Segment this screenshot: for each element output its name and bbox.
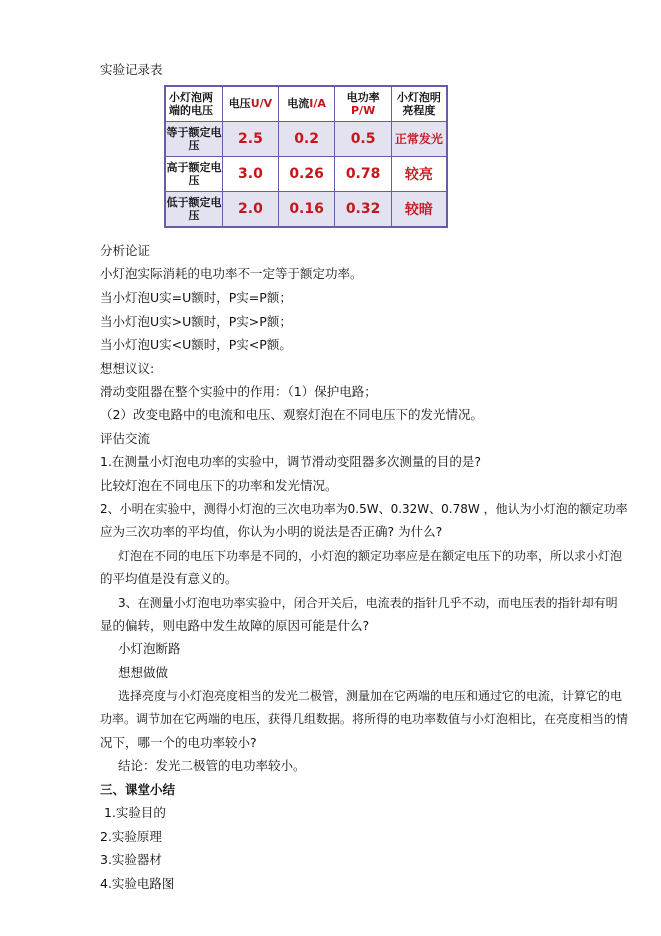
evaluate-heading: 评估交流 [100,431,151,446]
answer-3: 小灯泡断路 [118,641,181,656]
analysis-case-equal: 当小灯泡U实=U额时，P实=P额； [100,290,292,305]
do-it-paragraph-line-1: 选择亮度与小灯泡亮度相当的发光二极管，测量加在它两端的电压和通过它的电流，计算它的电 [118,689,623,703]
question-2-line-1: 2、小明在实验中，测得小灯泡的三次电功率为0.5W、0.32W、0.78W ，他认为小灯泡的额定功率 [100,502,628,516]
table-row [165,156,447,191]
analysis-paragraph: 小灯泡实际消耗的电功率不一定等于额定功率。 [100,266,363,281]
row-voltage: 2.0 [223,191,279,227]
row-brightness: 较亮 [391,156,447,191]
header-condition: 小灯泡两端的电压 [165,86,223,121]
do-it-paragraph-line-3: 况下，哪一个的电功率较小? [100,735,257,750]
header-voltage: 电压U/V [223,86,279,121]
analysis-case-greater: 当小灯泡U实>U额时，P实>P额； [100,314,292,329]
table-row [165,121,447,156]
row-condition: 高于额定电压 [165,156,223,191]
summary-item: 4.实验电路图 [100,876,175,891]
row-condition: 低于额定电压 [165,191,223,227]
row-voltage: 3.0 [223,156,279,191]
do-it-conclusion: 结论：发光二极管的电功率较小。 [118,758,306,773]
question-2-line-2: 应为三次功率的平均值，你认为小明的说法是否正确? 为什么? [100,524,443,539]
header-power: 电功率 P/W [335,86,392,121]
answer-2-line-1: 灯泡在不同的电压下功率是不同的，小灯泡的额定功率应是在额定电压下的功率，所以求小灯泡 [118,549,623,563]
summary-item: 1.实验目的 [104,805,166,820]
row-current: 0.2 [278,121,335,156]
header-current: 电流I/A [278,86,335,121]
answer-1: 比较灯泡在不同电压下的功率和发光情况。 [100,478,338,493]
discuss-paragraph-1: 滑动变阻器在整个实验中的作用：（1）保护电路； [100,384,377,399]
row-voltage: 2.5 [223,121,279,156]
summary-item: 2.实验原理 [100,829,162,844]
summary-item: 3.实验器材 [100,852,162,867]
row-power: 0.5 [335,121,392,156]
header-brightness: 小灯泡明亮程度 [391,86,447,121]
do-it-paragraph-line-2: 功率。调节加在它两端的电压，获得几组数据。将所得的电功率数值与小灯泡相比，在亮度相当的情 [100,712,629,726]
question-3-line-1: 3、在测量小灯泡电功率实验中，闭合开关后，电流表的指针几乎不动，而电压表的指针却有明 [118,596,618,610]
row-current: 0.26 [278,156,335,191]
question-3-line-2: 显的偏转，则电路中发生故障的原因可能是什么? [100,618,370,633]
row-current: 0.16 [278,191,335,227]
table-row [165,191,447,227]
row-power: 0.78 [335,156,392,191]
experiment-record-table [164,85,448,228]
answer-2-line-2: 的平均值是没有意义的。 [100,571,238,586]
discuss-paragraph-2: （2）改变电路中的电流和电压、观察灯泡在不同电压下的发光情况。 [100,407,483,422]
summary-heading: 三、课堂小结 [100,782,176,797]
analysis-case-less: 当小灯泡U实<U额时，P实<P额。 [100,337,292,352]
row-brightness: 较暗 [391,191,447,227]
analysis-heading: 分析论证 [100,243,151,258]
row-brightness: 正常发光 [391,121,447,156]
row-power: 0.32 [335,191,392,227]
question-1: 1.在测量小灯泡电功率的实验中，调节滑动变阻器多次测量的目的是? [100,454,482,469]
discuss-heading: 想想议议: [100,361,155,376]
row-condition: 等于额定电压 [165,121,223,156]
do-it-heading: 想想做做 [118,665,169,680]
table-title: 实验记录表 [100,62,163,77]
